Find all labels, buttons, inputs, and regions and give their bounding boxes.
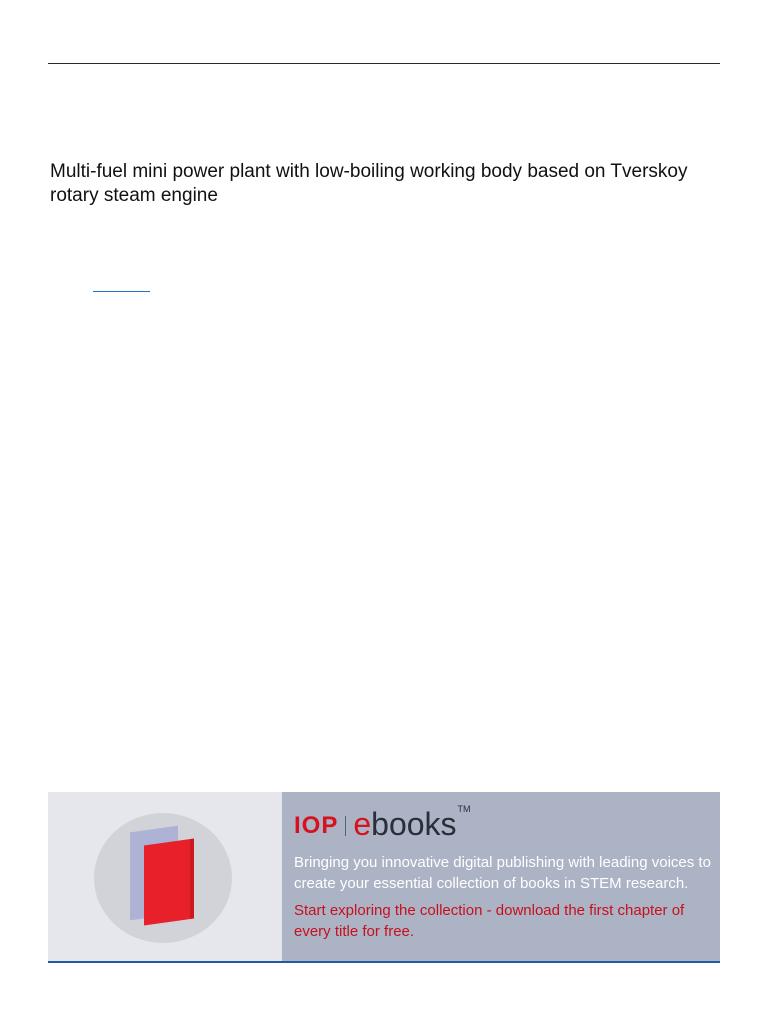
book-icon [144, 838, 194, 925]
logo-trademark: TM [457, 804, 471, 814]
banner-tagline: Bringing you innovative digital publishing with leading voices to create your essential collection of books in STEM research. [294, 854, 711, 892]
logo-iop-text: IOP [294, 812, 339, 839]
banner-illustration-panel [48, 792, 282, 962]
paper-title: Multi-fuel mini power plant with low-boiling working body based on Tverskoy rotary steam engine [50, 161, 688, 206]
banner-text-panel [282, 792, 720, 962]
link-underline[interactable] [93, 291, 150, 292]
iop-ebooks-logo [294, 804, 471, 842]
logo-e-text: e [353, 806, 372, 842]
banner-cta-link[interactable]: Start exploring the collection - download the first chapter of every title for free. [294, 902, 685, 940]
iop-ebooks-banner[interactable] [48, 792, 720, 962]
logo-books-text: books [371, 806, 457, 842]
banner-bottom-rule [48, 961, 720, 963]
logo-divider [345, 816, 346, 836]
header-rule [48, 63, 720, 64]
